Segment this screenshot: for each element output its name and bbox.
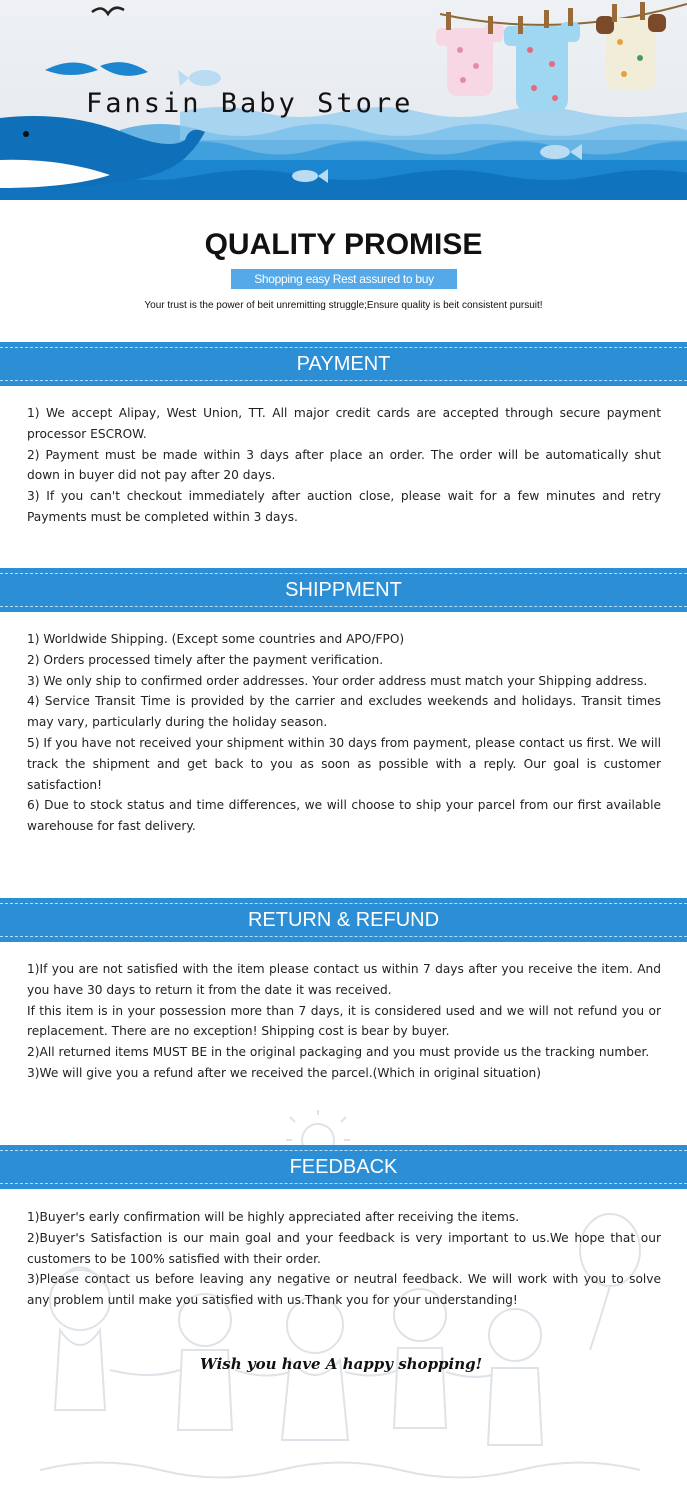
shipping-line: 4) Service Transit Time is provided by the carrier and excludes weekends and holidays. Transit times may vary, particularly during the holiday season. xyxy=(27,694,661,730)
store-name: Fansin Baby Store xyxy=(86,88,414,119)
feedback-title: FEEDBACK xyxy=(289,1156,398,1178)
shipping-line: 3) We only ship to confirmed order addresses. Your order address must match your Shipping address. xyxy=(27,673,648,688)
feedback-header xyxy=(0,1145,687,1189)
payment-line: 3) If you can't checkout immediately after auction close, please wait for a few minutes and retry Payments must be completed within 3 days. xyxy=(27,489,661,524)
feedback-line: 3)Please contact us before leaving any negative or neutral feedback. We will work with you to solve any problem until make you satisfied with us.Thank you for your understanding! xyxy=(27,1272,661,1308)
payment-body xyxy=(27,403,661,528)
refund-line: 2)All returned items MUST BE in the original packaging and you must provide us the tracking number. xyxy=(27,1045,650,1060)
shipping-line: 6) Due to stock status and time differences, we will choose to ship your parcel from our first available warehouse for fast delivery. xyxy=(27,798,661,834)
shipping-line: 1) Worldwide Shipping. (Except some countries and APO/FPO) xyxy=(27,632,405,646)
shipping-title: SHIPPMENT xyxy=(285,579,402,601)
quality-promise-title: QUALITY PROMISE xyxy=(204,228,483,261)
feedback-line: 1)Buyer's early confirmation will be highly appreciated after receiving the items. xyxy=(27,1210,520,1224)
quality-promise-tagline: Shopping easy Rest assured to buy xyxy=(231,269,457,289)
refund-line: 3)We will give you a refund after we received the parcel.(Which in original situation) xyxy=(27,1065,542,1080)
shipping-line: 2) Orders processed timely after the payment verification. xyxy=(27,652,384,667)
shipping-line: 5) If you have not received your shipment within 30 days from payment, please contact us first. We will track the shipment and get back to you as soon as possible with a reply. Our goal is customer satisfaction! xyxy=(27,735,661,792)
payment-title: PAYMENT xyxy=(296,353,391,375)
feedback-line: 2)Buyer's Satisfaction is our main goal and your feedback is very important to us.We hope that our customers to be 100% satisfied with their order. xyxy=(27,1230,661,1266)
refund-line: 1)If you are not satisfied with the item please contact us within 7 days after you receive the item. And you have 30 days to return it from the date it was received. xyxy=(27,962,661,997)
shipping-header xyxy=(0,568,687,612)
shipping-body xyxy=(27,629,661,837)
refund-title: RETURN & REFUND xyxy=(247,909,440,931)
payment-header xyxy=(0,342,687,386)
quality-promise-subtitle: Your trust is the power of beit unremitting struggle;Ensure quality is beit consistent pursuit! xyxy=(144,300,543,311)
refund-line: If this item is in your possession more than 7 days, it is considered used and we will not refund you or replacement. There are no exception! Shipping cost is bear by buyer. xyxy=(27,1003,661,1039)
store-banner xyxy=(0,0,687,200)
refund-body xyxy=(27,959,661,1084)
closing-message: Wish you have A happy shopping! xyxy=(200,1355,483,1373)
payment-line: 1) We accept Alipay, West Union, TT. All major credit cards are accepted through secure payment processor ESCROW. xyxy=(27,406,661,441)
refund-header xyxy=(0,898,687,942)
feedback-body xyxy=(27,1207,661,1311)
payment-line: 2) Payment must be made within 3 days after place an order. The order will be automatically shut down in buyer did not pay after 20 days. xyxy=(27,447,661,483)
